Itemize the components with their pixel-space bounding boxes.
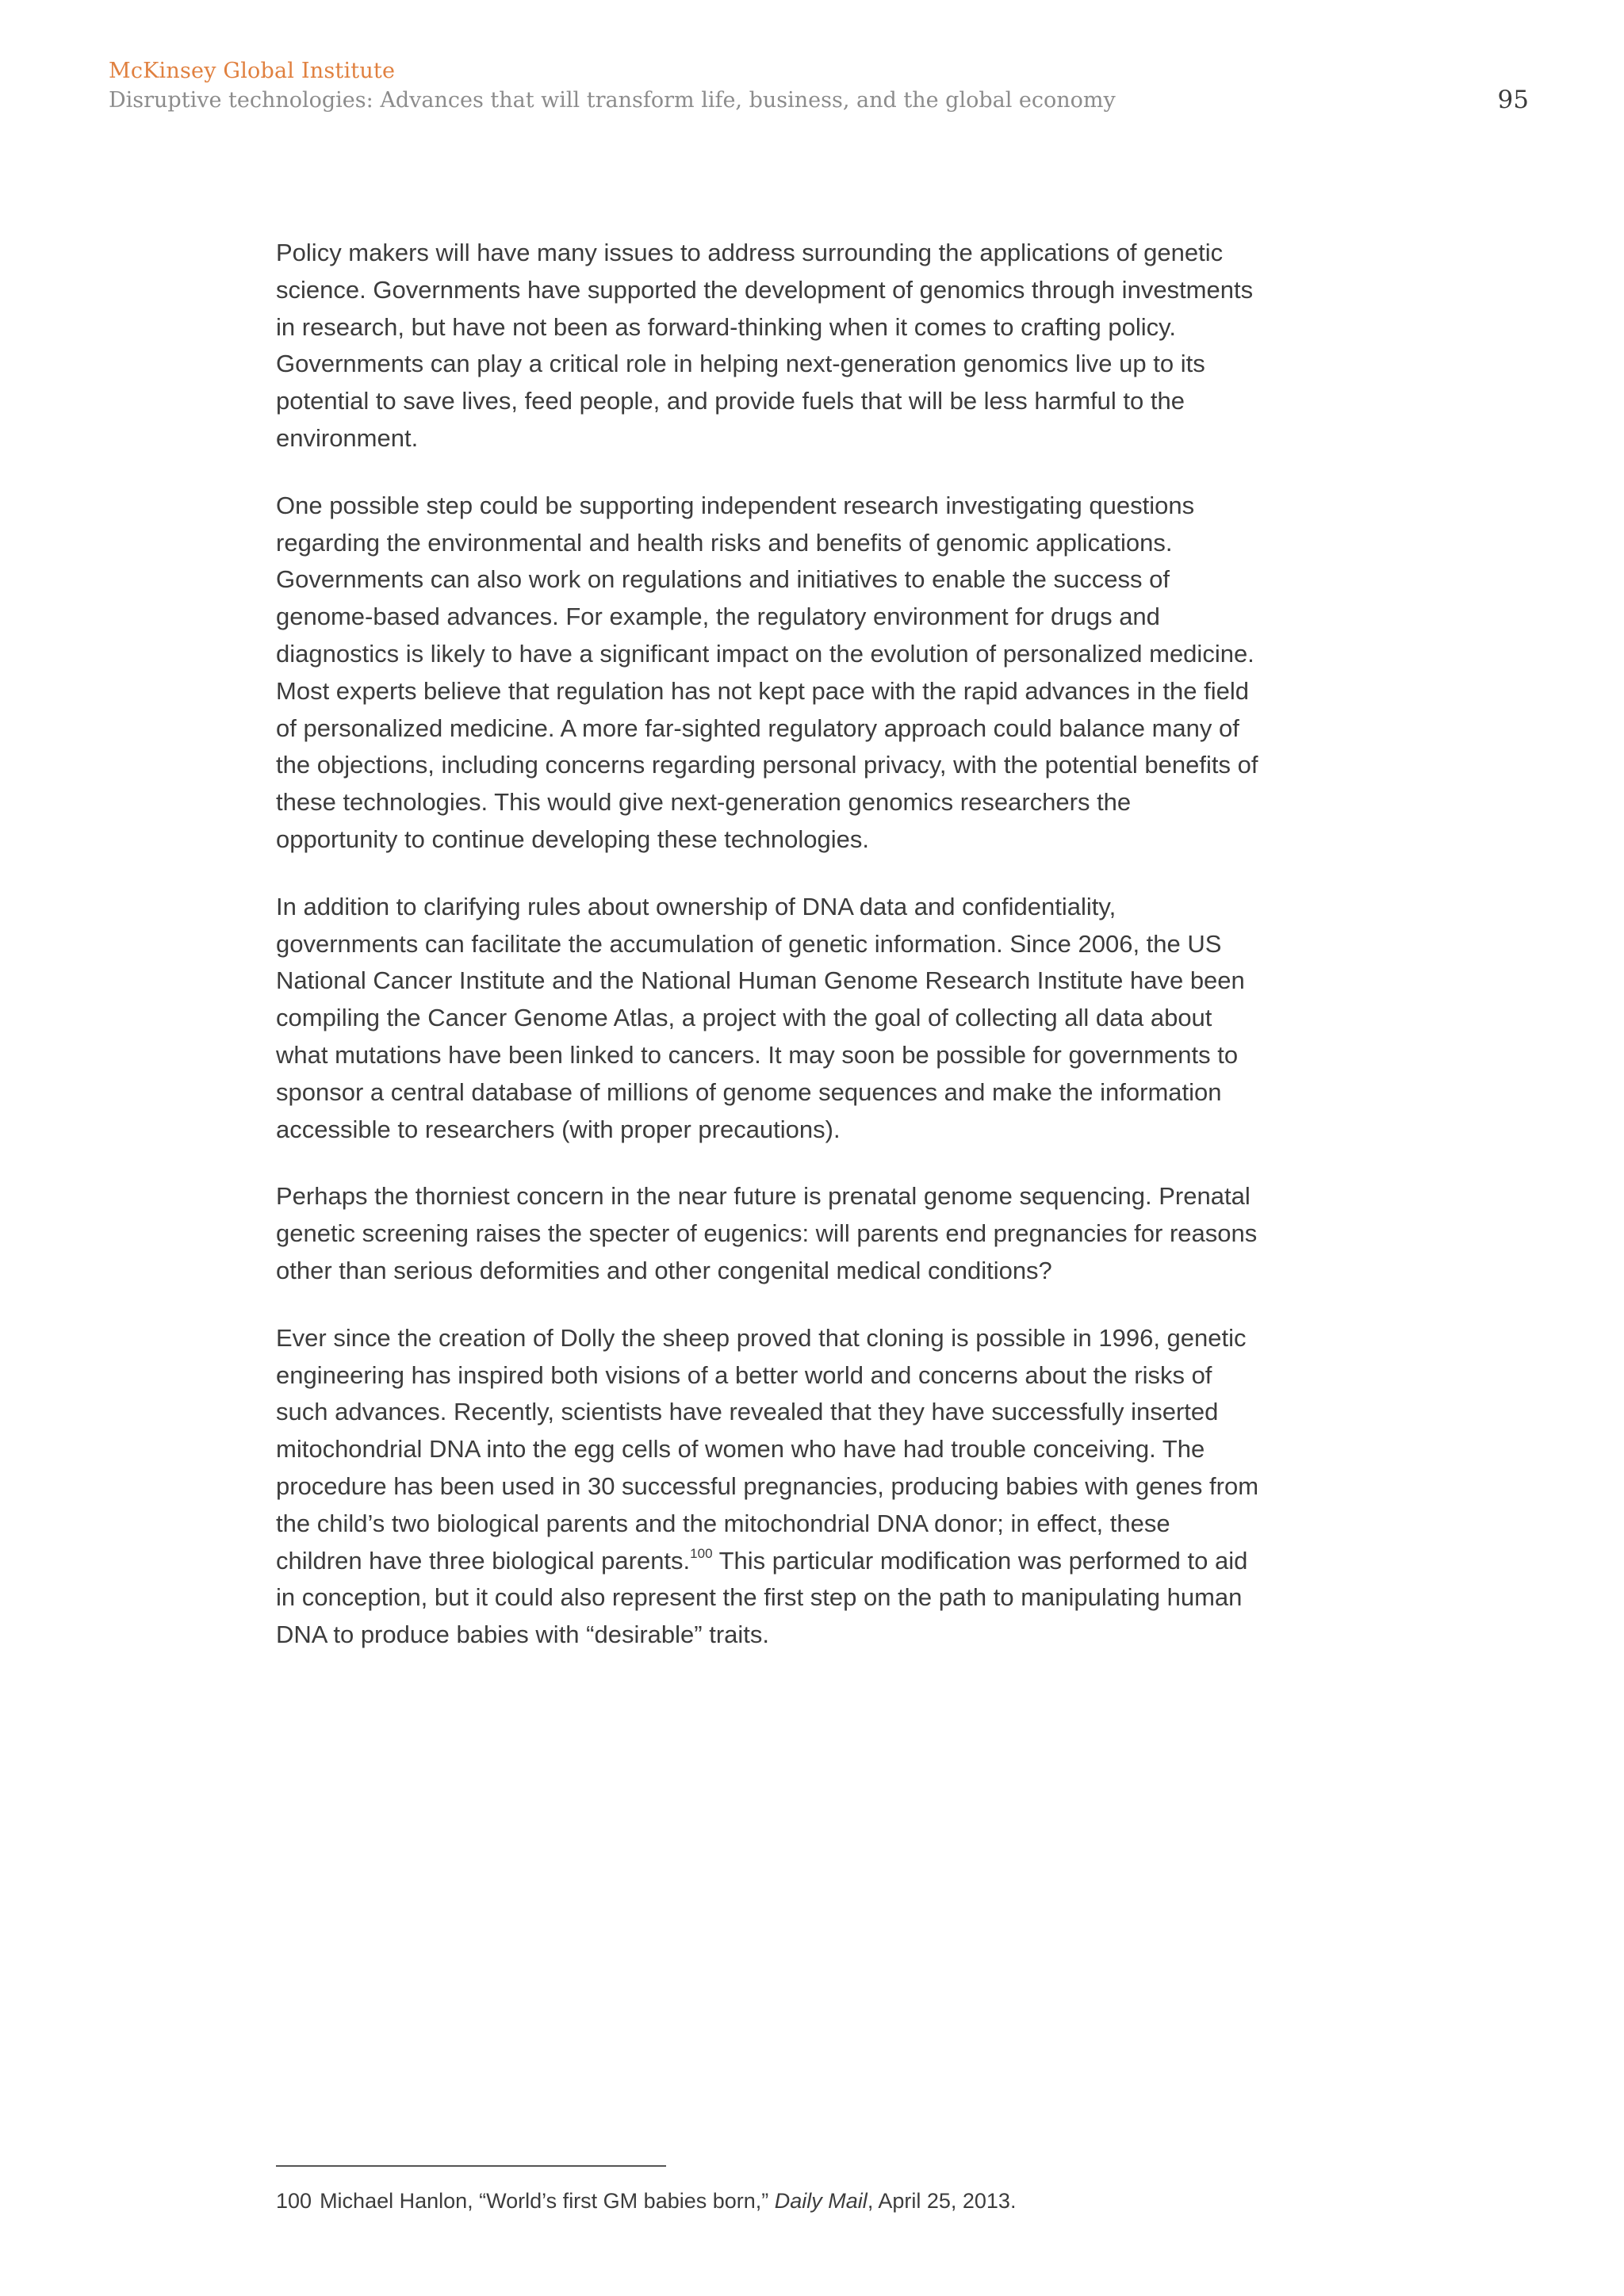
page-number: 95	[1497, 86, 1529, 114]
footnote-reference[interactable]: 100	[690, 1546, 713, 1562]
footnote	[276, 2187, 1016, 2215]
footnote-divider	[276, 2165, 666, 2167]
footnote-text: Michael Hanlon, “World’s first GM babies born,”	[320, 2189, 775, 2213]
paragraph: Policy makers will have many issues to address surrounding the applications of genetic science. Governments have supported the development of genomics through investments in research, but have not been as forward-thinking when it comes to crafting policy. Governments can play a critical role in helping next-generation genomics live up to its potential to save lives, feed people, and provide fuels that will be less harmful to the environment.	[276, 239, 1254, 452]
footnote-text: , April 25, 2013.	[867, 2189, 1017, 2213]
paragraph: In addition to clarifying rules about ownership of DNA data and confidentiality, governments can facilitate the accumulation of genetic information. Since 2006, the US National Cancer Institute and the National Human Genome Research Institute have been compiling the Cancer Genome Atlas, a project with the goal of collecting all data about what mutations have been linked to cancers. It may soon be possible for governments to sponsor a central database of millions of genome sequences and make the information accessible to researchers (with proper precautions).	[276, 892, 1245, 1143]
paragraph-text: This particular modification was performed to aid in conception, but it could also represent the first step on the path to manipulating human DNA to produce babies with “desirable” traits.	[276, 1546, 1248, 1649]
paragraph: One possible step could be supporting independent research investigating questions regarding the environmental and health risks and benefits of genomic applications. Governments can also work on regulations and initiatives to enable the success of genome-based advances. For example, the regulatory environment for drugs and diagnostics is likely to have a significant impact on the evolution of personalized medicine. Most experts believe that regulation has not kept pace with the rapid advances in the field of personalized medicine. A more far-sighted regulatory approach could balance many of the objections, including concerns regarding personal privacy, with the potential benefits of these technologies. This would give next-generation genomics researchers the opportunity to continue developing these technologies.	[276, 491, 1258, 853]
footnote-publication: Daily Mail	[774, 2189, 868, 2213]
paragraph: Perhaps the thorniest concern in the near future is prenatal genome sequencing. Prenatal genetic screening raises the specter of eugenics: will parents end pregnancies for reasons other than serious deformities and other congenital medical conditions?	[276, 1182, 1258, 1284]
paragraph	[276, 1320, 1259, 1654]
publisher-name: McKinsey Global Institute	[109, 59, 396, 83]
paragraph-text: Ever since the creation of Dolly the sheep proved that cloning is possible in 1996, genetic engineering has inspired both visions of a better world and concerns about the risks of such advances. Recently, scientists have revealed that they have successfully inserted mitochondrial DNA into the egg cells of women who have had trouble conceiving. The procedure has been used in 30 successful pregnancies, producing babies with genes from the child’s two biological parents and the mitochondrial DNA donor; in effect, these children have three biological parents.	[276, 1323, 1259, 1575]
running-header	[109, 57, 1457, 116]
body-text	[276, 235, 1259, 1684]
report-title: Disruptive technologies: Advances that will transform life, business, and the global economy	[109, 88, 1116, 113]
footnote-number: 100	[276, 2189, 312, 2213]
